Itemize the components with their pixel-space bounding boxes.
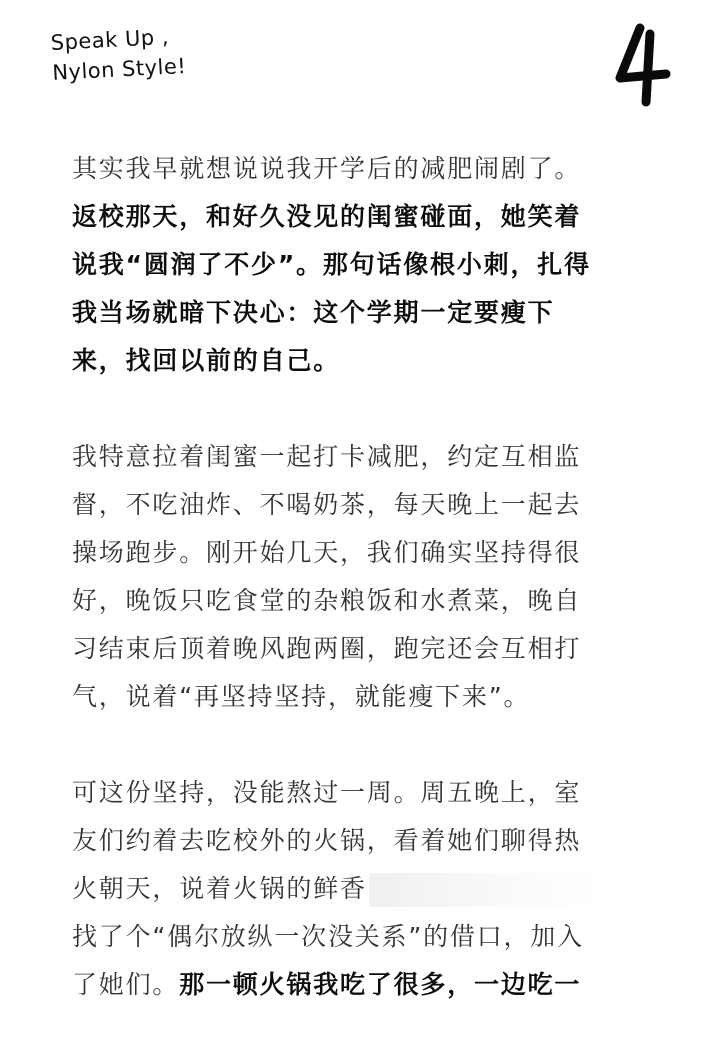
body-text: 其实我早就想说说我开学后的减肥闹剧了。 bbox=[72, 154, 582, 183]
text-line bbox=[72, 913, 662, 961]
body-text: 找了个“偶尔放纵一次没关系”的借口，加入 bbox=[72, 922, 584, 951]
bold-text: 返校那天，和好久没见的闺蜜碰面，她笑着 bbox=[72, 202, 582, 231]
paragraph bbox=[72, 433, 662, 721]
text-line bbox=[72, 433, 662, 481]
body-text: 我特意拉着闺蜜一起打卡减肥，约定互相监 bbox=[72, 442, 582, 471]
page-number bbox=[606, 20, 676, 110]
body-text: 习结束后顶着晚风跑两圈，跑完还会互相打 bbox=[72, 634, 582, 663]
text-line bbox=[72, 625, 662, 673]
text-line bbox=[72, 481, 662, 529]
obscured-text-overlay bbox=[369, 873, 599, 907]
brand-line-2: Nylon Style! bbox=[51, 53, 187, 85]
brand-logo bbox=[50, 18, 253, 89]
body-text: 可这份坚持，没能熬过一周。周五晚上，室 bbox=[72, 778, 582, 807]
page-number-text: 4 bbox=[606, 20, 607, 21]
text-line bbox=[72, 769, 662, 817]
text-line bbox=[72, 145, 662, 193]
text-line bbox=[72, 865, 662, 913]
text-line bbox=[72, 529, 662, 577]
text-line bbox=[72, 673, 662, 721]
text-line bbox=[72, 193, 662, 241]
bold-text: 我当场就暗下决心：这个学期一定要瘦下 bbox=[72, 298, 555, 327]
paragraph bbox=[72, 145, 662, 385]
bold-text: 说我“圆润了不少”。那句话像根小刺，扎得 bbox=[72, 250, 591, 279]
text-line bbox=[72, 961, 662, 1009]
body-text: 气，说着“再坚持坚持，就能瘦下来”。 bbox=[72, 682, 531, 711]
text-line bbox=[72, 241, 662, 289]
text-line bbox=[72, 289, 662, 337]
text-line bbox=[72, 817, 662, 865]
body-text: 督，不吃油炸、不喝奶茶，每天晚上一起去 bbox=[72, 490, 582, 519]
body-text: 了她们。 bbox=[72, 970, 180, 999]
text-line bbox=[72, 337, 662, 385]
article-body bbox=[72, 145, 662, 1052]
body-text: 友们约着去吃校外的火锅，看着她们聊得热 bbox=[72, 826, 582, 855]
paragraph bbox=[72, 769, 662, 1009]
body-text: 好，晚饭只吃食堂的杂粮饭和水煮菜，晚自 bbox=[72, 586, 582, 615]
bold-text: 那一顿火锅我吃了很多，一边吃一 bbox=[179, 970, 582, 999]
body-text: 火朝天，说着火锅的鲜香 bbox=[72, 874, 367, 903]
text-line bbox=[72, 577, 662, 625]
body-text: 操场跑步。刚开始几天，我们确实坚持得很 bbox=[72, 538, 582, 567]
bold-text: 来，找回以前的自己。 bbox=[72, 346, 341, 375]
brand-line-1: Speak Up , bbox=[50, 24, 170, 55]
